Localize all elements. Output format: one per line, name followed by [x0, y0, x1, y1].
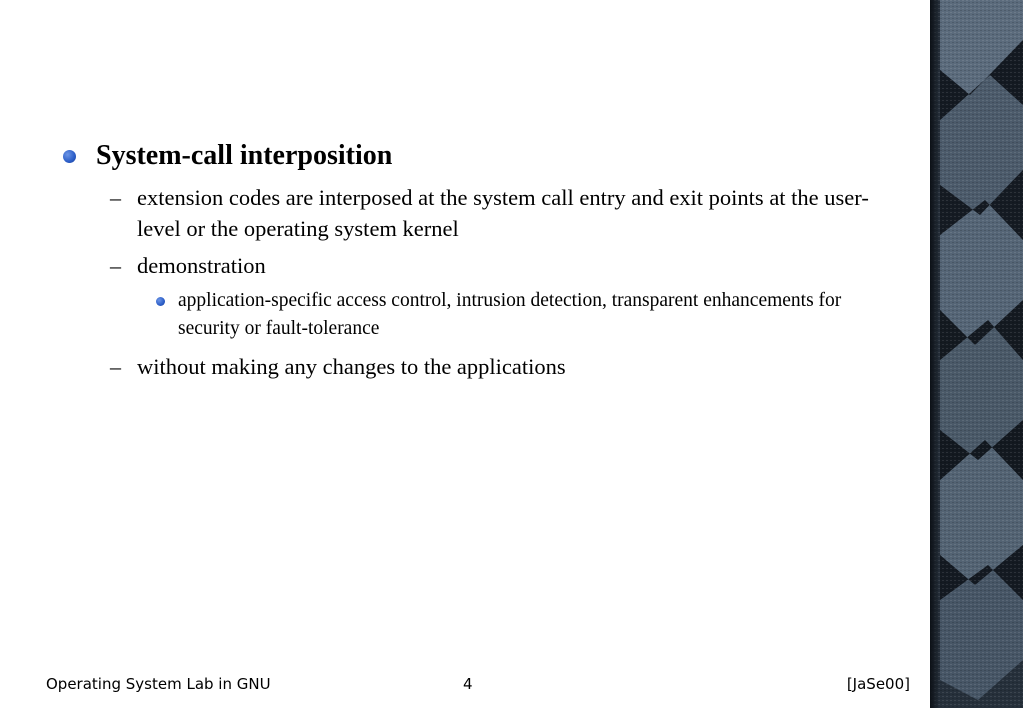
slide-heading: System-call interposition	[96, 140, 393, 171]
list-item: without making any changes to the applications	[137, 354, 566, 379]
list-item: extension codes are interposed at the system call entry and exit points at the user-level or the operating system kernel	[137, 185, 869, 241]
bullet-icon	[63, 150, 76, 163]
page-number: 4	[463, 675, 473, 693]
footer-reference: [JaSe00]	[846, 675, 910, 693]
sub-list-item: application-specific access control, intrusion detection, transparent enhancements for security or fault-tolerance	[178, 290, 842, 339]
dash-marker: –	[110, 354, 121, 379]
strip-shadow	[930, 0, 940, 708]
sub-bullet-icon	[156, 297, 165, 306]
list-item: demonstration	[137, 253, 266, 278]
footer-title: Operating System Lab in GNU	[46, 675, 271, 693]
textured-strip-decoration	[930, 0, 1023, 708]
dash-marker: –	[110, 253, 121, 278]
dash-marker: –	[110, 185, 121, 210]
